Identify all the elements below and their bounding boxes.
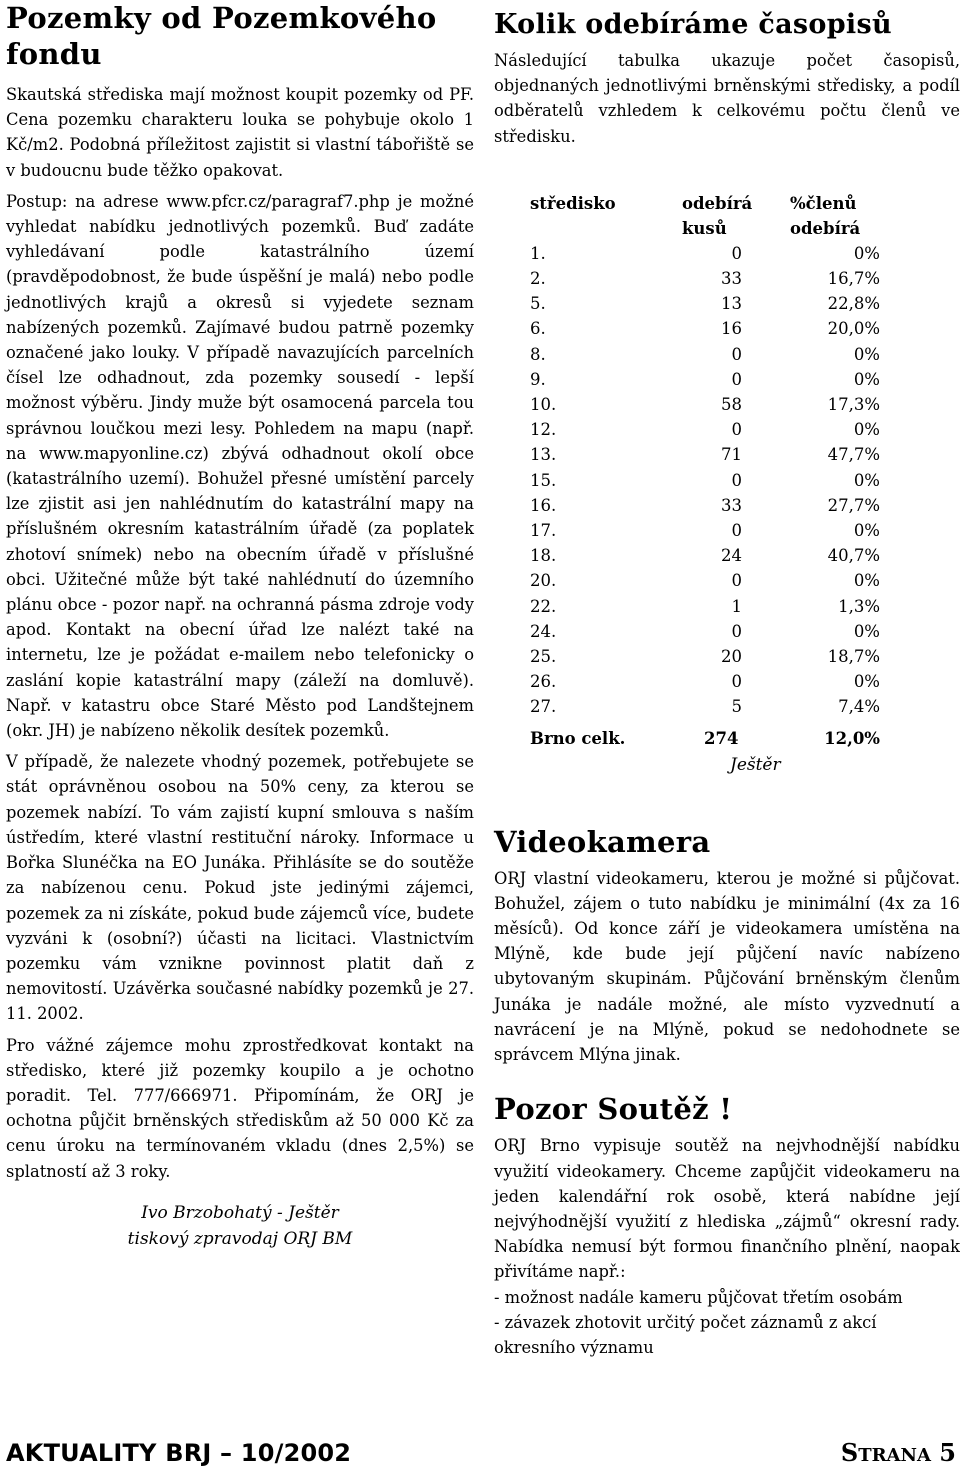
row-stredisko: 12. (530, 420, 557, 440)
row-percent: 0% (853, 672, 880, 692)
row-percent: 18,7% (827, 647, 880, 667)
article-title-pozemky: Pozemky od Pozemkového fondu (6, 1, 437, 71)
table-row (530, 291, 890, 316)
row-stredisko: 17. (530, 521, 557, 541)
row-stredisko: 27. (530, 697, 557, 717)
total-count: 274 (704, 728, 739, 748)
article-paragraph-3: V případě, že nalezete vhodný pozemek, potřebujete se stát oprávněnou osobou na 50% ceny, za kterou se pozemek nabízí. To vám zajistí kupní smlouva s naším ústředím, které vlastní restituční nároky. Informace u Bořka Slunéčka na EO Junáka. Přihlásíte se do soutěže za nabízenou cenu. Pokud jste jedinými zájemci, pozemek za ni získáte, pokud bude zájemců více, budete vyzváni k (osobní?) účasti na licitaci. Vlastnictvím pozemku vám vznikne povinnost platit daň z nemovitostí. Uzávěrka současné nabídky pozemků je 27. 11. 2002. (6, 752, 474, 1024)
header-col-odebira (668, 191, 756, 241)
row-percent: 27,7% (827, 495, 880, 515)
table-row (530, 594, 890, 619)
row-stredisko: 9. (530, 369, 546, 389)
table-row (530, 669, 890, 694)
row-percent: 22,8% (827, 294, 880, 314)
total-percent: 12,0% (824, 728, 880, 748)
table-row (530, 468, 890, 493)
row-stredisko: 16. (530, 495, 557, 515)
row-percent: 0% (853, 344, 880, 364)
row-percent: 1,3% (838, 596, 880, 616)
row-count: 16 (721, 319, 742, 339)
table-signature: Ještěr (730, 754, 781, 775)
footer-publication: AKTUALITY BRJ – 10/2002 (6, 1439, 352, 1467)
row-count: 0 (731, 344, 742, 364)
row-count: 33 (721, 495, 742, 515)
row-stredisko: 26. (530, 672, 557, 692)
article-title-videokamera: Videokamera (494, 824, 711, 859)
author-role: tiskový zpravodaj ORJ BM (127, 1228, 353, 1249)
article-paragraph-1: Skautská střediska mají možnost koupit pozemky od PF. Cena pozemku charakteru louka se pohybuje okolo 1 Kč/m2. Podobná příležitost zajistit si vlastní tábořiště se v budoucnu bude těžko opakovat. (6, 85, 474, 180)
header-text: odebírá (682, 193, 753, 213)
row-count: 0 (731, 521, 742, 541)
footer-page-word-initial: S (840, 1438, 859, 1467)
row-percent: 40,7% (827, 546, 880, 566)
table-row (530, 342, 890, 367)
contest-item-1: - možnost nadále kameru půjčovat třetím osobám (494, 1287, 903, 1307)
table-row (530, 367, 890, 392)
footer-page-num: 5 (939, 1438, 956, 1467)
row-percent: 0% (853, 420, 880, 440)
subscriptions-table (530, 191, 890, 778)
row-stredisko: 20. (530, 571, 557, 591)
row-count: 1 (731, 596, 742, 616)
footer-page-word-rest: TRANA (858, 1445, 931, 1466)
footer-page-number (841, 1438, 956, 1471)
row-count: 71 (721, 445, 742, 465)
table-row (530, 241, 890, 266)
row-stredisko: 15. (530, 470, 557, 490)
row-stredisko: 2. (530, 269, 546, 289)
article-title-casopisy: Kolik odebíráme časopisů (494, 9, 892, 40)
header-col-procento (756, 191, 880, 241)
row-percent: 47,7% (827, 445, 880, 465)
header-text: středisko (530, 193, 616, 213)
row-stredisko: 6. (530, 319, 546, 339)
table-row (530, 568, 890, 593)
article-paragraph-4: Pro vážné zájemce mohu zprostředkovat kontakt na středisko, které již pozemky koupilo a je ochotno poradit. Tel. 777/666971. Připomínám, že ORJ je ochotna půjčit brněnských střediskům až 50 000 Kč za cenu úroku na termínovaném vkladu (dnes 2,5%) se splatností až 3 roky. (6, 1035, 474, 1181)
table-row (530, 392, 890, 417)
row-percent: 0% (853, 571, 880, 591)
row-stredisko: 24. (530, 621, 557, 641)
table-row (530, 266, 890, 291)
table-row (530, 493, 890, 518)
row-count: 58 (721, 395, 742, 415)
row-count: 0 (731, 621, 742, 641)
table-header-row (530, 191, 890, 241)
row-count: 0 (731, 369, 742, 389)
table-row (530, 694, 890, 719)
right-column (494, 0, 960, 1360)
author-name: Ivo Brzobohatý - Ještěr (141, 1202, 339, 1223)
author-signature (6, 1200, 474, 1252)
row-count: 13 (721, 294, 742, 314)
row-count: 20 (721, 647, 742, 667)
article-title-soutez: Pozor Soutěž ! (494, 1092, 733, 1127)
row-count: 33 (721, 269, 742, 289)
row-percent: 0% (853, 621, 880, 641)
row-count: 0 (731, 672, 742, 692)
table-row (530, 543, 890, 568)
table-row (530, 619, 890, 644)
row-stredisko: 1. (530, 243, 546, 263)
row-stredisko: 25. (530, 647, 557, 667)
table-row (530, 644, 890, 669)
row-percent: 20,0% (827, 319, 880, 339)
header-text: %členů (790, 193, 857, 213)
row-count: 0 (731, 470, 742, 490)
row-percent: 7,4% (838, 697, 880, 717)
row-stredisko: 13. (530, 445, 557, 465)
contest-text: ORJ Brno vypisuje soutěž na nejvhodnější nabídku využití videokamery. Chceme zapůjčit videokameru na jeden kalendářní rok osobě, která nabídne její nejvýhodnější využití z hlediska „zájmů“ okresní rady. Nabídka nemusí být formou finančního plnění, naopak přivítáme např.: (494, 1136, 960, 1282)
left-column (6, 0, 474, 1252)
row-percent: 0% (853, 521, 880, 541)
row-count: 24 (721, 546, 742, 566)
video-text: ORJ vlastní videokameru, kterou je možné si půjčovat. Bohužel, zájem o tuto nabídku je minimální (4x za 16 měsíců). Od konce září je videokamera umístěna na Mlýně, kde bude její půjčení navíc nabízeno ubytovaným skupinám. Půjčování brněnským členům Junáka je nadále možné, ale místo vyzvednutí a navrácení je na Mlýně, pokud se nedohodnete se správcem Mlýna jinak. (494, 868, 960, 1065)
row-count: 0 (731, 420, 742, 440)
row-percent: 0% (853, 369, 880, 389)
table-total-row (530, 726, 890, 752)
total-label: Brno celk. (530, 728, 626, 748)
row-stredisko: 5. (530, 294, 546, 314)
row-count: 5 (731, 697, 742, 717)
contest-item-2: - závazek zhotovit určitý počet záznamů z akcí okresního významu (494, 1312, 877, 1357)
row-count: 0 (731, 571, 742, 591)
row-stredisko: 18. (530, 546, 557, 566)
header-text: kusů (682, 218, 727, 238)
table-body (530, 241, 890, 720)
row-count: 0 (731, 243, 742, 263)
table-row (530, 442, 890, 467)
row-stredisko: 22. (530, 596, 557, 616)
table-intro: Následující tabulka ukazuje počet časopisů, objednaných jednotlivými brněnskými středisky, a podíl odběratelů vzhledem k celkovému počtu členů ve středisku. (494, 51, 960, 146)
header-text: odebírá (790, 218, 861, 238)
row-percent: 16,7% (827, 269, 880, 289)
table-row (530, 316, 890, 341)
row-stredisko: 10. (530, 395, 557, 415)
row-stredisko: 8. (530, 344, 546, 364)
row-percent: 17,3% (827, 395, 880, 415)
header-col-stredisko (530, 191, 668, 241)
row-percent: 0% (853, 470, 880, 490)
table-row (530, 417, 890, 442)
table-row (530, 518, 890, 543)
article-paragraph-2: Postup: na adrese www.pfcr.cz/paragraf7.php je možné vyhledat nabídku jednotlivých pozemků. Buď zadáte vyhledávaní podle katastrálního území (pravděpodobnost, že bude úspěšní je malá) nebo podle jednotlivých krajů a okresů si vyjedete seznam nabízených pozemků. Zajímavé budou patrně pozemky označené jako louky. V případě navazujících parcelních čísel lze odhadnout, zda pozemky sousedí - lepší možnost výběru. Jindy muže být osamocená parcela tou správnou loučkou mezi lesy. Pohledem na mapu (např. na www.mapyonline.cz) zbývá odhadnout okolí obce (katastrálního uzemí). Bohužel přesné umístění parcely lze zjistit asi jen nahlédnutím do katastrální mapy na příslušném okresním katastrálním úřadě (za poplatek zhotoví snímek) nebo na obecním úřadě v příslušné obci. Užitečné může být také nahlédnutí do územního plánu obce - pozor např. na ochranná pásma zdroje vody apod. Kontakt na obecní úřad lze nalézt také na internetu, lze je požádat e-mailem nebo telefonicky o zaslání kopie katastrální mapy (záleží na domluvě). Např. v katastru obce Staré Město pod Landštejnem (okr. JH) je nabízeno několik desítek pozemků. (6, 191, 474, 741)
row-percent: 0% (853, 243, 880, 263)
